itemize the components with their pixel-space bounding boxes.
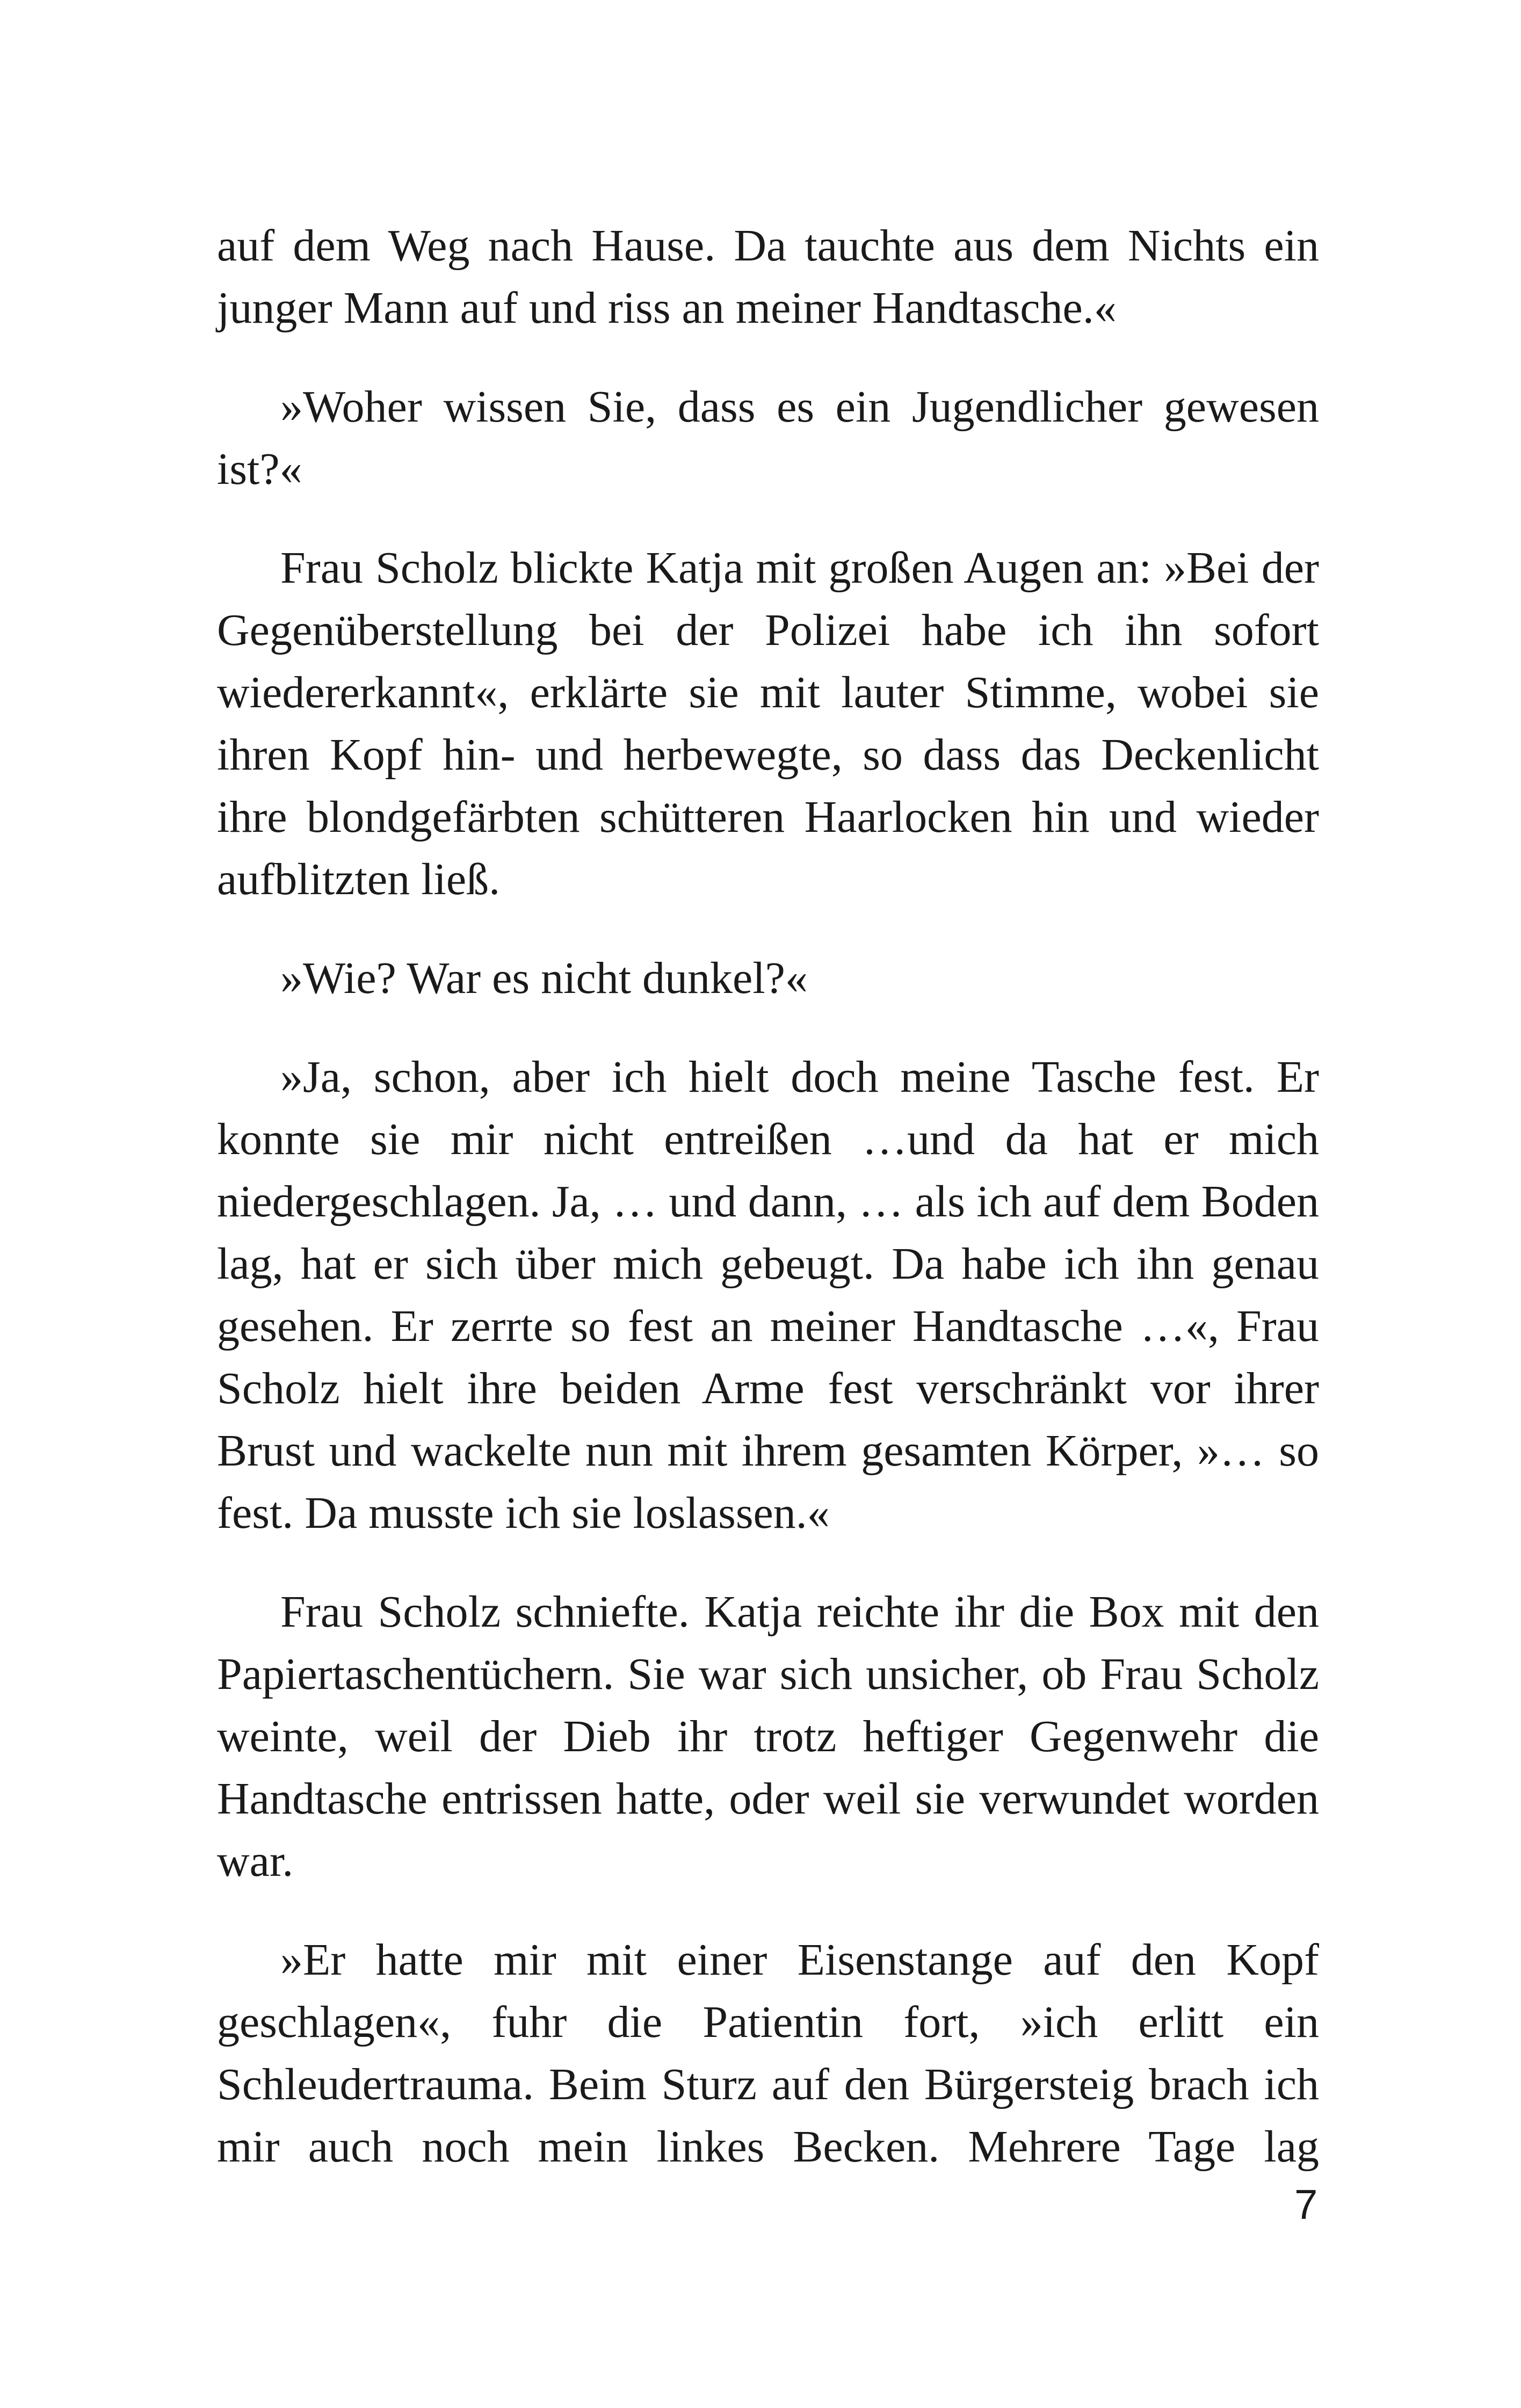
page-number: 7 [1294, 2181, 1318, 2228]
paragraph-injury-report: »Er hatte mir mit einer Eisenstange auf den Kopf geschlagen«, fuhr die Patientin fort, »ich erlitt ein Schleudertrauma. Beim Sturz auf den Bürgersteig brach ich mir auch noch mein linkes Becken. Mehrere Tage lag [217, 1935, 1319, 2172]
page-body [217, 215, 1319, 2215]
paragraph-dialogue-dark: »Wie? War es nicht dunkel?« [280, 953, 808, 1003]
paragraph-frau-scholz-recognition: Frau Scholz blickte Katja mit großen Augen an: »Bei der Gegenüberstellung bei der Polizei habe ich ihn sofort wiedererkannt«, erklärte sie mit lauter Stimme, wobei sie ihren Kopf hin- und herbewegte, so dass das Deckenlicht ihre blondgefärbten schütteren Haarlocken hin und wieder aufblitzten ließ. [217, 543, 1319, 904]
paragraph-continuation: auf dem Weg nach Hause. Da tauchte aus dem Nichts ein junger Mann auf und riss an meiner Handtasche.« [217, 221, 1319, 333]
paragraph-dialogue-question: »Woher wissen Sie, dass es ein Jugendlicher gewesen ist?« [217, 382, 1319, 494]
paragraph-frau-scholz-sniffles: Frau Scholz schniefte. Katja reichte ihr die Box mit den Papiertaschentüchern. Sie war sich unsicher, ob Frau Scholz weinte, weil der Dieb ihr trotz heftiger Gegenwehr die Handtasche entrissen hatte, oder weil sie verwundet worden war. [217, 1587, 1319, 1886]
paragraph-account-of-attack: »Ja, schon, aber ich hielt doch meine Tasche fest. Er konnte sie mir nicht entreißen …und da hat er mich niedergeschlagen. Ja, … und dann, … als ich auf dem Boden lag, hat er sich über mich gebeugt. Da habe ich ihn genau gesehen. Er zerrte so fest an meiner Handtasche …«, Frau Scholz hielt ihre beiden Arme fest verschränkt vor ihrer Brust und wackelte nun mit ihrem gesamten Körper, »… so fest. Da musste ich sie loslassen.« [217, 1052, 1319, 1538]
